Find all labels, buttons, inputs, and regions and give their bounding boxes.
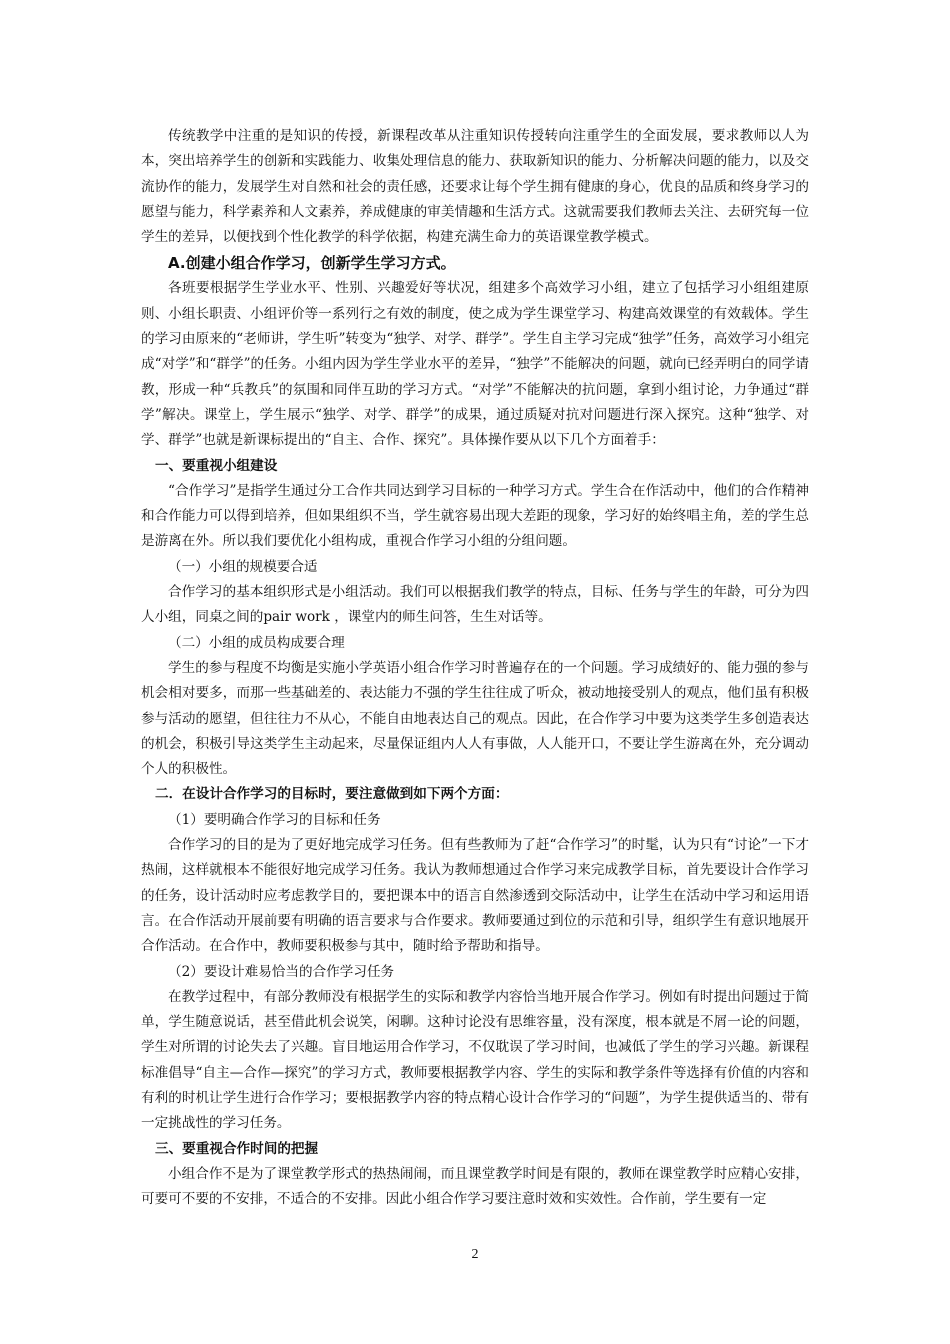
section-3-heading: 三、要重视合作时间的把握 [155,1140,319,1157]
section-a-heading: A.创建小组合作学习，创新学生学习方式。 [168,254,456,273]
section-2-heading: 二．在设计合作学习的目标时，要注意做到如下两个方面： [155,786,509,803]
subsection-2-1-heading: （1）要明确合作学习的目标和任务 [168,811,381,828]
intro-paragraph: 传统教学中注重的是知识的传授，新课程改革从注重知识传授转向注重学生的全面发展，要求教师以人为本，突出培养学生的创新和实践能力、收集处理信息的能力、获取新知识的能力、分析解决问题的能力，以及交流协作的能力，发展学生对自然和社会的责任感，还要求让每个学生拥有健康的身心，优良的品质和终身学习的愿望与能力，科学素养和人文素养，养成健康的审美情趣和生活方式。这就需要我们教师去关注、去研究每一位学生的差异，以便找到个性化教学的科学依据，构建充满生命力的英语课堂教学模式。 [141,128,809,246]
section-1-heading: 一、要重视小组建设 [155,457,278,474]
subsection-1-2-heading: （二）小组的成员构成要合理 [168,634,345,651]
section-a-paragraph: 各班要根据学生学业水平、性别、兴趣爱好等状况，组建多个高效学习小组，建立了包括学习小组组建原则、小组长职责、小组评价等一系列行之有效的制度，使之成为学生课堂学习、构建高效课堂的有效载体。学生的学习由原来的“老师讲，学生听”转变为“独学、对学、群学”。学生自主学习完成“独学”任务，高效学习小组完成“对学”和“群学”的任务。小组内因为学生学业水平的差异，“独学”不能解决的问题，就向已经弄明白的同学请教，形成一种“兵教兵”的氛围和同伴互助的学习方式。“对学”不能解决的抗问题，拿到小组讨论，力争通过“群学”解决。课堂上，学生展示“独学、对学、群学”的成果，通过质疑对抗对问题进行深入探究。这种“独学、对学、群学”也就是新课标提出的“自主、合作、探究”。具体操作要从以下几个方面着手： [141,280,809,449]
section-3-paragraph: 小组合作不是为了课堂教学形式的热热闹闹，而且课堂教学时间是有限的，教师在课堂教学时应精心安排，可要可不要的不安排，不适合的不安排。因此小组合作学习要注意时效和实效性。合作前，学生要有一定 [141,1165,809,1208]
subsection-2-2-paragraph: 在教学过程中，有部分教师没有根据学生的实际和教学内容恰当地开展合作学习。例如有时提出问题过于简单，学生随意说话，甚至借此机会说笑，闲聊。这种讨论没有思维容量，没有深度，根本就是不屑一论的问题，学生对所谓的讨论失去了兴趣。盲目地运用合作学习，不仅耽误了学习时间，也减低了学生的学习兴趣。新课程标准倡导“自主—合作—探究”的学习方式，教师要根据教学内容、学生的实际和教学条件等选择有价值的内容和有利的时机让学生进行合作学习；要根据教学内容的特点精心设计合作学习的“问题”，为学生提供适当的、带有一定挑战性的学习任务。 [141,988,809,1132]
page-number: 2 [471,1247,479,1262]
subsection-1-2-paragraph: 学生的参与程度不均衡是实施小学英语小组合作学习时普遍存在的一个问题。学习成绩好的、能力强的参与机会相对要多，而那一些基础差的、表达能力不强的学生往往成了听众，被动地接受别人的观点，他们虽有积极参与活动的愿望，但往往力不从心，不能自由地表达自己的观点。因此，在合作学习中要为这类学生多创造表达的机会，积极引导这类学生主动起来，尽量保证组内人人有事做，人人能开口，不要让学生游离在外，充分调动个人的积极性。 [141,659,809,778]
subsection-2-2-heading: （2）要设计难易恰当的合作学习任务 [168,963,395,980]
subsection-1-1-paragraph: 合作学习的基本组织形式是小组活动。我们可以根据我们教学的特点，目标、任务与学生的年龄，可分为四人小组，同桌之间的pair work ，课堂内的师生问答，生生对话等。 [141,584,809,626]
section-1-paragraph: “合作学习”是指学生通过分工合作共同达到学习目标的一种学习方式。学生合在作活动中，他们的合作精神和合作能力可以得到培养，但如果组织不当，学生就容易出现大差距的现象，学习好的始终唱主角，差的学生总是游离在外。所以我们要优化小组构成，重视合作学习小组的分组问题。 [141,482,809,550]
subsection-1-1-heading: （一）小组的规模要合适 [168,558,318,575]
subsection-2-1-paragraph: 合作学习的目的是为了更好地完成学习任务。但有些教师为了赶“合作学习”的时髦，认为只有“讨论”一下才热闹，这样就根本不能很好地完成学习任务。我认为教师想通过合作学习来完成教学目标，首先要设计合作学习的任务，设计活动时应考虑教学目的，要把课本中的语言自然渗透到交际活动中，让学生在活动中学习和运用语言。在合作活动开展前要有明确的语言要求与合作要求。教师要通过到位的示范和引导，组织学生有意识地展开合作活动。在合作中，教师要积极参与其中，随时给予帮助和指导。 [141,837,809,955]
page-body [141,124,809,1212]
